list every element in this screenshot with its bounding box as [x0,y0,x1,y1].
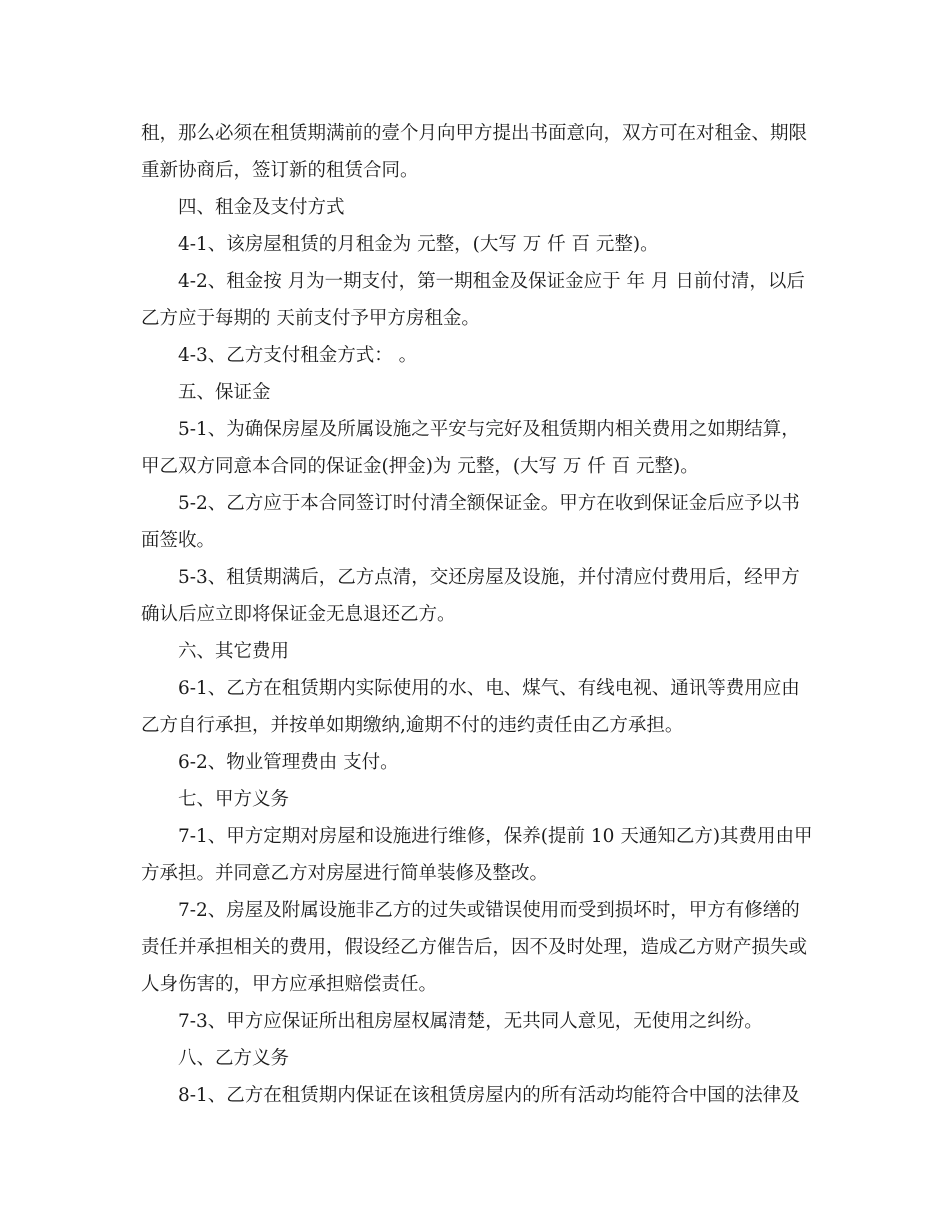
text-line: 重新协商后，签订新的租赁合同。 [141,160,419,181]
clause-line: 6-1、乙方在租赁期内实际使用的水、电、煤气、有线电视、通讯等费用应由 [178,678,800,699]
section-heading: 七、甲方义务 [178,789,290,810]
clause-line: 7-3、甲方应保证所出租房屋权属清楚，无共同人意见，无使用之纠纷。 [178,1011,763,1032]
clause-line: 6-2、物业管理费由 支付。 [178,752,399,773]
clause-line: 4-2、租金按 月为一期支付，第一期租金及保证金应于 年 月 日前付清，以后 [178,271,805,292]
clause-line: 7-1、甲方定期对房屋和设施进行维修，保养(提前 10 天通知乙方)其费用由甲 [178,826,813,847]
section-heading: 四、租金及支付方式 [178,197,345,218]
text-line: 租，那么必须在租赁期满前的壹个月向甲方提出书面意向，双方可在对租金、期限 [141,123,808,144]
text-line: 面签收。 [141,530,216,551]
clause-line: 5-3、租赁期满后，乙方点清，交还房屋及设施，并付清应付费用后，经甲方 [178,567,800,588]
text-line: 责任并承担相关的费用，假设经乙方催告后，因不及时处理，造成乙方财产损失或 [141,937,808,958]
text-line: 乙方自行承担，并按单如期缴纳,逾期不付的违约责任由乙方承担。 [141,715,684,736]
text-line: 乙方应于每期的 天前支付予甲方房租金。 [141,308,480,329]
clause-line: 4-1、该房屋租赁的月租金为 元整，(大写 万 仟 百 元整)。 [178,234,659,255]
text-line: 确认后应立即将保证金无息退还乙方。 [141,604,456,625]
clause-line: 8-1、乙方在租赁期内保证在该租赁房屋内的所有活动均能符合中国的法律及 [178,1085,800,1106]
section-heading: 八、乙方义务 [178,1048,290,1069]
document-body [141,115,813,1114]
section-heading: 六、其它费用 [178,641,290,662]
clause-line: 7-2、房屋及附属设施非乙方的过失或错误使用而受到损坏时，甲方有修缮的 [178,900,800,921]
text-line: 人身伤害的，甲方应承担赔偿责任。 [141,974,438,995]
clause-line: 5-1、为确保房屋及所属设施之平安与完好及租赁期内相关费用之如期结算， [178,419,800,440]
text-line: 方承担。并同意乙方对房屋进行简单装修及整改。 [141,863,549,884]
clause-line: 5-2、乙方应于本合同签订时付清全额保证金。甲方在收到保证金后应予以书 [178,493,800,514]
section-heading: 五、保证金 [178,382,271,403]
clause-line: 4-3、乙方支付租金方式： 。 [178,345,418,366]
text-line: 甲乙双方同意本合同的保证金(押金)为 元整，(大写 万 仟 百 元整)。 [141,456,699,477]
